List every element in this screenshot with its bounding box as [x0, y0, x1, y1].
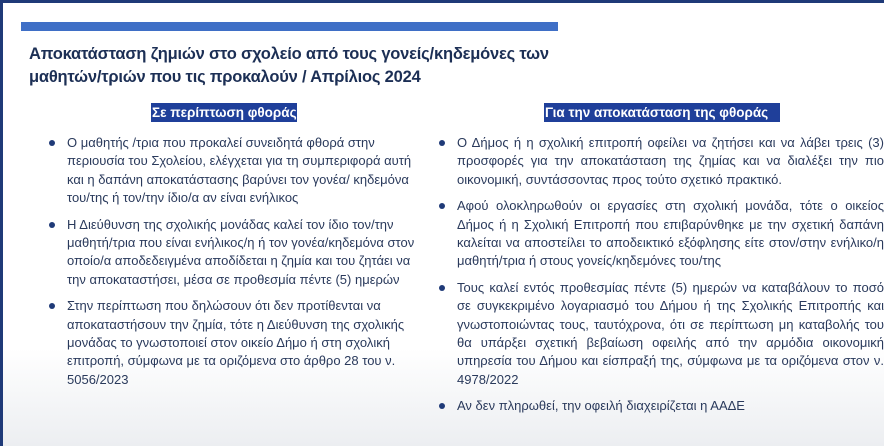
item-text: Στην περίπτωση που δηλώσουν ότι δεν προτίθενται να αποκαταστήσουν την ζημία, τότε η Διεύθυνση της σχολικής μονάδας το γνωστοποιεί στον οικείο Δήμο ή στη σχολική επιτροπή, σύμφωνα με τα οριζόμενα στο άρθρο 28 του ν. 5056/2023	[67, 298, 405, 387]
left-section-heading: Σε περίπτωση φθοράς	[152, 105, 297, 120]
list-item	[47, 297, 417, 389]
item-text: Η Διεύθυνση της σχολικής μονάδας καλεί τον ίδιο τον/την μαθητή/τρια που είναι ενήλικος/η ή τον γονέα/κηδεμόνα στον οποίο/α αποδεδειγμένα αποδίδεται η ζημία και του ζητάει να την αποκαταστήσει, μέσα σε προθεσμία πέντε (5) ημερών	[67, 216, 415, 287]
item-text: Ο Δήμος ή η σχολική επιτροπή οφείλει να ζητήσει και να λάβει τρεις (3) προσφορές για την αποκατάσταση της ζημίας και να διαλέξει την πιο οικονομική, συντάσσοντας προς τούτο σχετικό πρακτικό.	[457, 135, 884, 187]
item-text: Αφού ολοκληρωθούν οι εργασίες στη σχολική μονάδα, τότε ο οικείος Δήμος ή η Σχολική Επιτροπή που επιβαρύνθηκε με την σχετική δαπάνη καλείται να αποστείλει το αποδεικτικό εξόφλησης είτε στον/στην ενήλικο/η μαθητή/τρια ή στους γονείς/κηδεμόνες του/της	[457, 198, 884, 269]
list-item	[437, 197, 884, 271]
right-bullet-list	[437, 134, 884, 424]
item-text: Τους καλεί εντός προθεσμίας πέντε (5) ημερών να καταβάλουν το ποσό σε συγκεκριμένο λογαριασμό του Δήμου ή της Σχολικής Επιτροπής και γνωστοποιώντας τους, ταυτόχρονα, ότι σε περίπτωση μη καταβολής του θα υπάρξει σχετική βεβαίωση οφειλής από την αρμόδια οικονομική υπηρεσία του Δήμου και είσπραξή της, σύμφωνα με τα οριζόμενα στον ν. 4978/2022	[457, 279, 884, 387]
item-text: Ο μαθητής /τρια που προκαλεί συνειδητά φθορά στην περιουσία του Σχολείου, ελέγχεται για τη συμπεριφορά αυτή και η δαπάνη αποκατάστασης βαρύνει τον γονέα/ κηδεμόνα του/της ή τον/την ίδιο/α αν είναι ενήλικος	[67, 135, 412, 206]
list-item	[47, 134, 417, 208]
list-item	[47, 216, 417, 290]
bullet-icon	[49, 222, 55, 228]
left-bullet-list	[47, 134, 417, 397]
bullet-icon	[49, 303, 55, 309]
right-section-heading: Για την αποκατάσταση της φθοράς	[544, 103, 780, 122]
bullet-icon	[439, 203, 445, 209]
bullet-icon	[439, 140, 445, 146]
bullet-icon	[49, 140, 55, 146]
item-text: Αν δεν πληρωθεί, την οφειλή διαχειρίζεται η ΑΑΔΕ	[457, 398, 745, 414]
slide-title: Αποκατάσταση ζημιών στο σχολείο από τους γονείς/κηδεμόνες των μαθητών/τριών που τις προκαλούν / Απρίλιος 2024	[29, 45, 549, 86]
list-item	[437, 397, 884, 415]
bullet-icon	[439, 285, 445, 291]
list-item	[437, 279, 884, 389]
bullet-icon	[439, 403, 445, 409]
list-item	[437, 134, 884, 189]
accent-bar	[21, 22, 558, 31]
